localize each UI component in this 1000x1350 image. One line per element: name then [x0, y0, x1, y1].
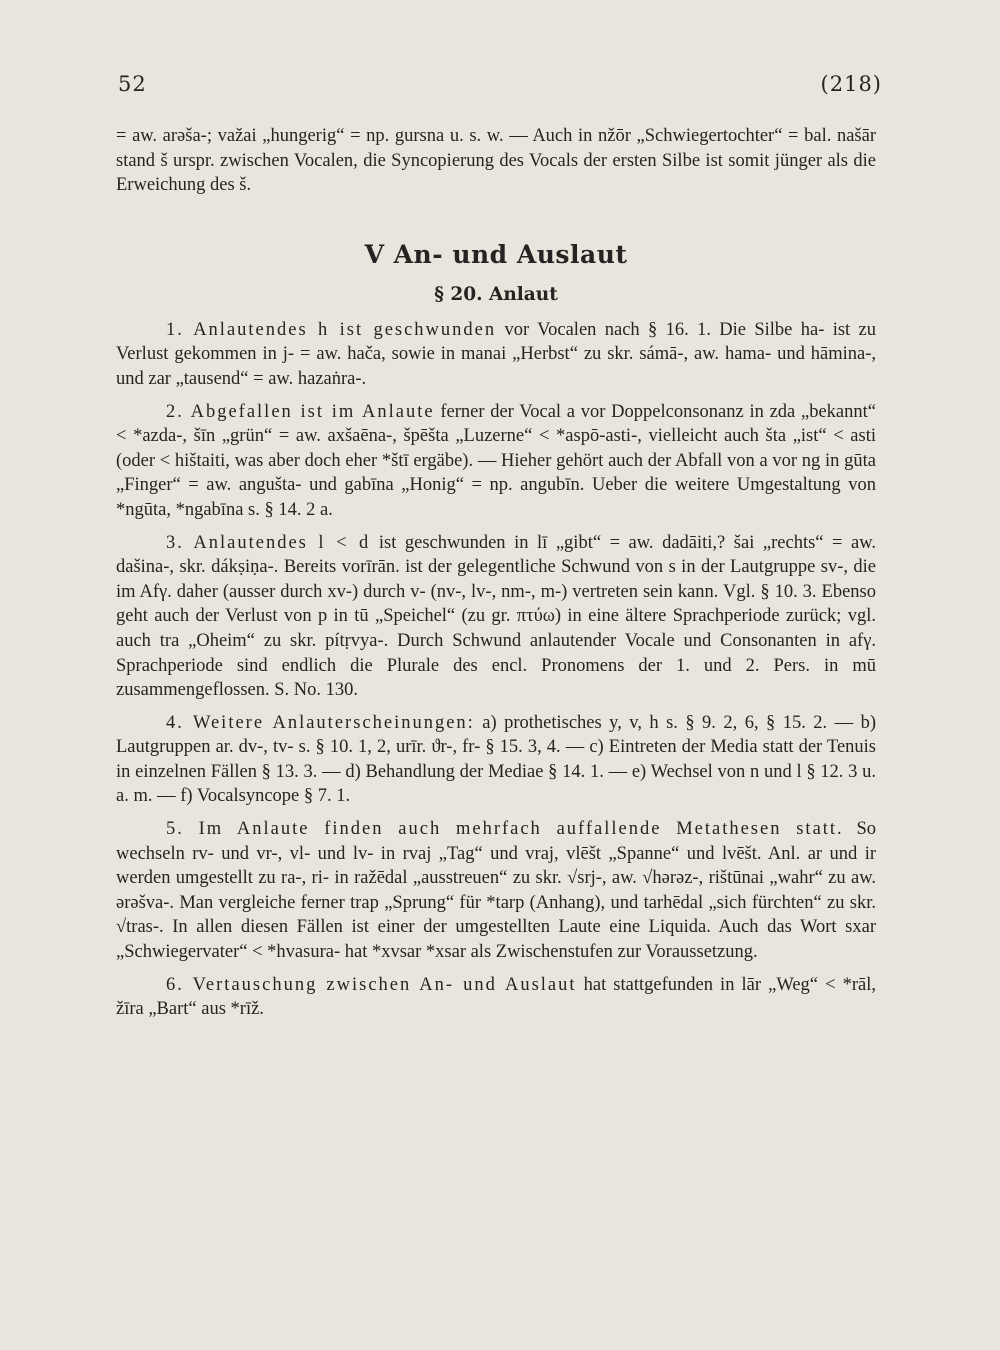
paragraph-text: vor Vocalen nach § 16. 1. Die Silbe ha- ist zu Verlust gekommen in j- = aw. hača, sowie in manai „Herbst“ zu skr. sámā-, aw. hama- und hāmina-, und zar „tausend“ = aw. hazaṅra-. — [116, 319, 876, 389]
paragraph-6 — [116, 973, 876, 1022]
paragraph-2 — [116, 400, 876, 523]
page-body — [116, 124, 876, 1022]
chapter-title: V An- und Auslaut — [364, 239, 628, 269]
paragraph-text: a) prothetisches y, v, h s. § 9. 2, 6, § 15. 2. — b) Lautgruppen ar. dv-, tv- s. § 10. 1, 2, urīr. ϑr-, fr- § 15. 3, 4. — c) Eintreten der Media statt der Tenuis in einzelnen Fällen § 13. 3. — d) Behandlung der Mediae § 14. 1. — e) Wechsel von n und l § 12. 3 u. a. m. — f) Vocalsyncope § 7. 1. — [116, 712, 876, 807]
intro-paragraph: = aw. arəša-; važai „hungerig“ = np. gursna u. s. w. — Auch in nžōr „Schwiegertochter“ = bal. našār stand š urspr. zwischen Vocalen, die Syncopierung des Vocals der ersten Silbe ist somit jünger als die Erweichung des š. — [116, 126, 876, 196]
paragraph-lead: 4. Weitere Anlauterscheinungen: — [166, 712, 475, 733]
paragraph-lead: 2. Abgefallen ist im Anlaute — [166, 401, 435, 422]
paragraph-text: ferner der Vocal a vor Doppelconsonanz in zda „bekannt“ < *azda-, šīn „grün“ = aw. axšaēna-, špēšta „Luzerne“ < *aspō-asti-, vielleicht auch šta „ist“ < asti (oder < hištaiti, was aber doch eher *štī ergäbe). — Hieher gehört auch der Abfall von a vor ng in gūta „Finger“ = aw. angušta- und gabīna „Honig“ = np. angubīn. Ueber die weitere Umgestaltung von *ngūta, *ngabīna s. § 14. 2 a. — [116, 401, 876, 520]
paragraph-4 — [116, 711, 876, 809]
paragraph-lead: 6. Vertauschung zwischen An- und Auslaut — [166, 974, 577, 995]
paragraph-1 — [116, 318, 876, 392]
page-number: 52 — [118, 72, 147, 96]
paragraph-lead: 3. Anlautendes l < d — [166, 532, 371, 553]
paragraph-lead: 1. Anlautendes h ist geschwunden — [166, 319, 497, 340]
paragraph-5 — [116, 817, 876, 965]
section-title: § 20. Anlaut — [434, 283, 558, 305]
paragraph-text: So wechseln rv- und vr-, vl- und lv- in rvaj „Tag“ und vraj, vlēšt „Spanne“ und lvēšt. Anl. ar und ir werden umgestellt zu ra-, ri- in ražēdal „ausstreuen“ zu skr. √srj-, aw. √hərəz-, rištūnai „wahr“ zu aw. ərəšva-. Man vergleiche ferner trap „Sprung“ für *tarp (Anhang), und tarhēdal „sich fürchten“ zu skr. √tras-. In allen diesen Fällen ist einer der umgestellten Laute eine Liquida. Auch das Wort sxar „Schwiegervater“ < *hvasura- hat *xvsar *xsar als Zwischenstufen zur Voraussetzung. — [116, 819, 876, 963]
paragraph-text: ist geschwunden in lī „gibt“ = aw. dadāiti,? šai „rechts“ = aw. dašina-, skr. dákṣiṇa-. Bereits vorīrān. ist der gelegentliche Schwund von s in der Lautgruppe sv-, die im Afγ. daher (ausser durch xv-) durch v- (nv-, lv-, nm-, m-) vertreten sein kann. Vgl. § 10. 3. Ebenso geht auch der Verlust von p in tū „Speichel“ (zu gr. πτύω) in eine ältere Sprachperiode zurück; vgl. auch tra „Oheim“ zu skr. pítṛvya-. Durch Schwund anlautender Vocale und Consonanten in afγ. Sprachperiode sind endlich die Plurale des encl. Pronomens der 1. und 2. Pers. in mū zusammengeflossen. S. No. 130. — [116, 532, 876, 701]
paragraph-3 — [116, 531, 876, 703]
paragraph-text: hat stattgefunden in lār „Weg“ < *rāl, žīra „Bart“ aus *rīž. — [116, 974, 876, 1020]
section-number: (218) — [820, 72, 882, 96]
paragraph-lead: 5. Im Anlaute finden auch mehrfach auffallende Metathesen statt. — [166, 819, 844, 840]
